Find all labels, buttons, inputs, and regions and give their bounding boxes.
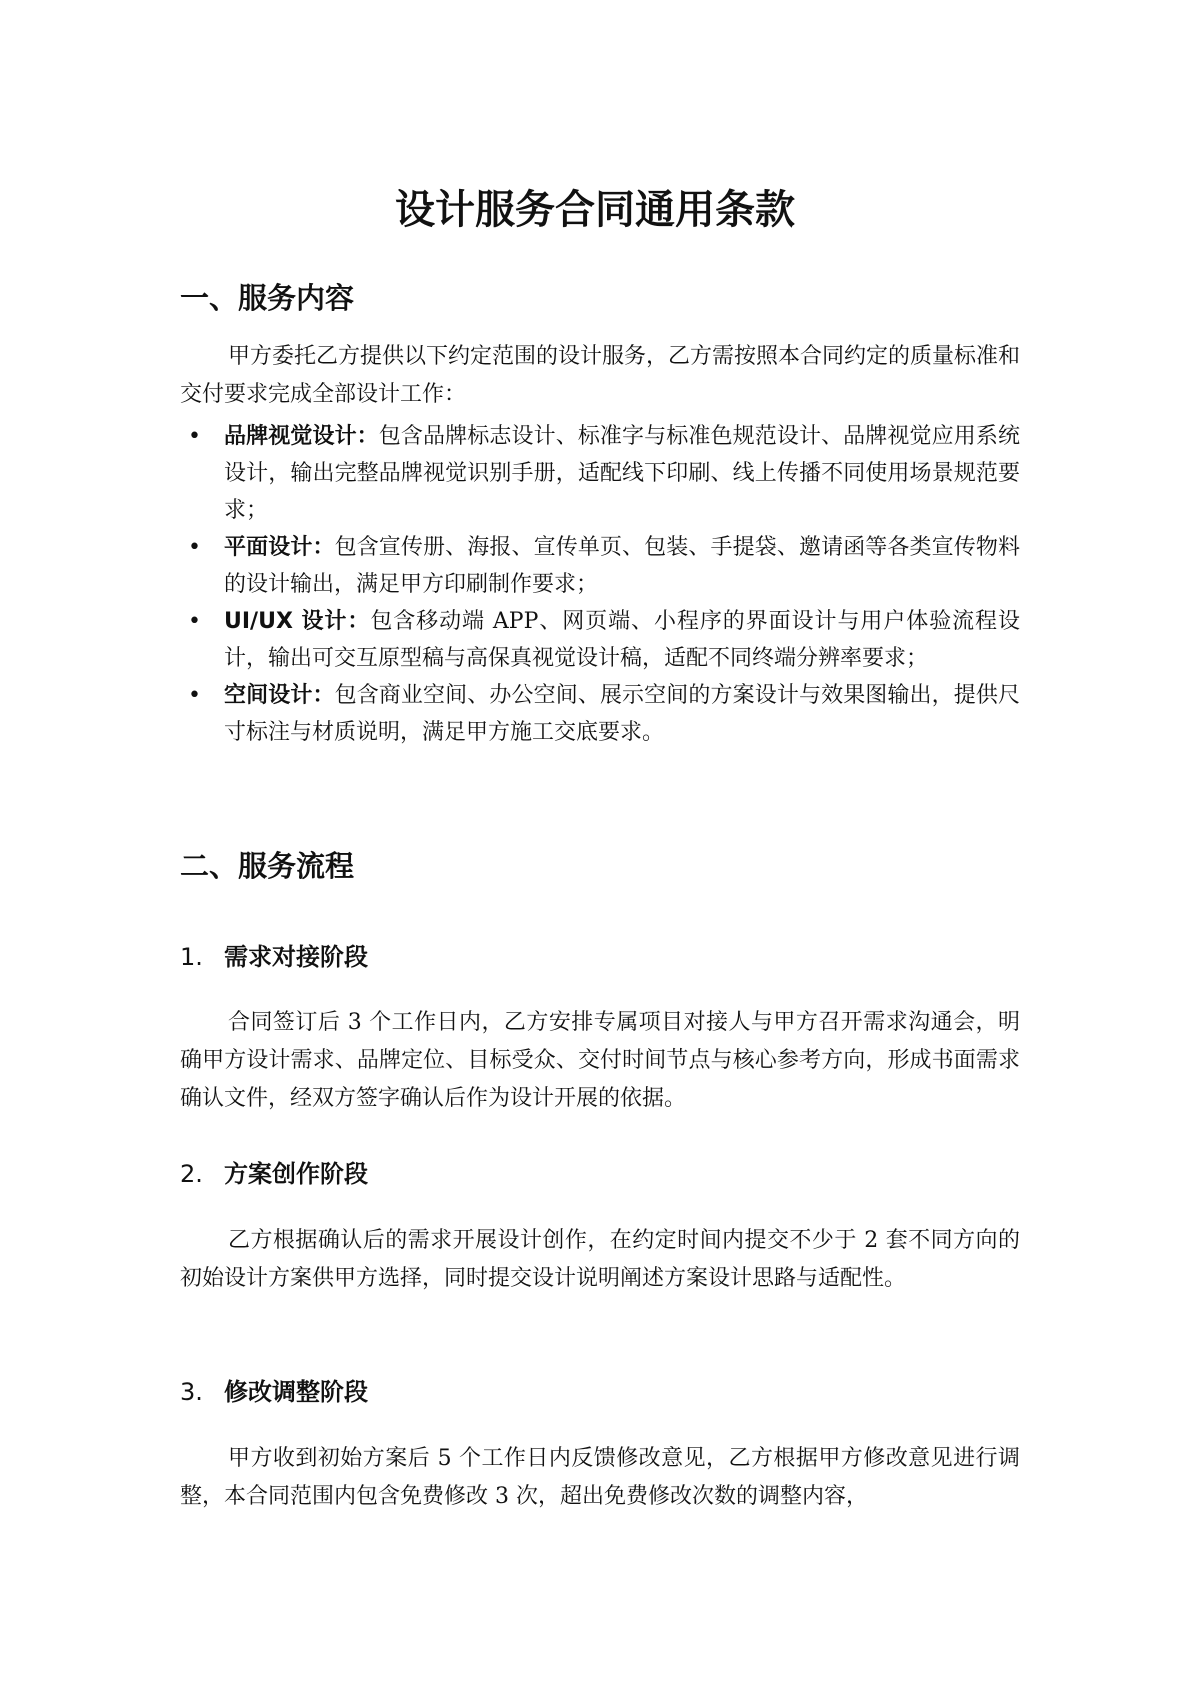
subsection-number: 3. [180, 1378, 203, 1406]
document-title: 设计服务合同通用条款 [395, 187, 795, 233]
subsection-heading-requirements [180, 940, 368, 974]
subsection-text-requirements: 合同签订后 3 个工作日内，乙方安排专属项目对接人与甲方召开需求沟通会，明确甲方设计需求、品牌定位、目标受众、交付时间节点与核心参考方向，形成书面需求确认文件，经双方签字确认后作为设计开展的依据。 [180, 1010, 1020, 1111]
subsection-title: 需求对接阶段 [224, 943, 368, 971]
section-heading-service-process: 二、服务流程 [180, 849, 355, 883]
item-term: 空间设计： [224, 683, 335, 708]
service-items-list [180, 418, 1020, 751]
section-heading-service-content: 一、服务内容 [180, 281, 355, 315]
list-item [180, 603, 1020, 677]
bullet-icon: • [188, 424, 201, 449]
item-text: 包含商业空间、办公空间、展示空间的方案设计与效果图输出，提供尺寸标注与材质说明，满足甲方施工交底要求。 [224, 683, 1020, 745]
subsection-number: 2. [180, 1160, 203, 1188]
subsection-number: 1. [180, 943, 203, 971]
subsection-heading-proposal [180, 1157, 368, 1191]
item-text: 包含移动端 APP、网页端、小程序的界面设计与用户体验流程设计，输出可交互原型稿与高保真视觉设计稿，适配不同终端分辨率要求； [224, 609, 1020, 671]
subsection-text-proposal: 乙方根据确认后的需求开展设计创作，在约定时间内提交不少于 2 套不同方向的初始设计方案供甲方选择，同时提交设计说明阐述方案设计思路与适配性。 [180, 1228, 1020, 1291]
list-item [180, 677, 1020, 751]
bullet-icon: • [188, 683, 201, 708]
item-term: 平面设计： [224, 535, 335, 560]
subsection-heading-revision [180, 1375, 368, 1409]
list-item [180, 529, 1020, 603]
bullet-icon: • [188, 535, 201, 560]
bullet-icon: • [188, 609, 201, 634]
subsection-title: 方案创作阶段 [224, 1160, 368, 1188]
subsection-title: 修改调整阶段 [224, 1378, 368, 1406]
item-text: 包含宣传册、海报、宣传单页、包装、手提袋、邀请函等各类宣传物料的设计输出，满足甲方印刷制作要求； [224, 535, 1020, 597]
list-item [180, 418, 1020, 529]
subsection-text-revision: 甲方收到初始方案后 5 个工作日内反馈修改意见，乙方根据甲方修改意见进行调整，本合同范围内包含免费修改 3 次，超出免费修改次数的调整内容， [180, 1446, 1020, 1509]
item-text: 包含品牌标志设计、标准字与标准色规范设计、品牌视觉应用系统设计，输出完整品牌视觉识别手册，适配线下印刷、线上传播不同使用场景规范要求； [224, 424, 1020, 523]
item-term: 品牌视觉设计： [224, 424, 379, 449]
service-content-intro: 甲方委托乙方提供以下约定范围的设计服务，乙方需按照本合同约定的质量标准和交付要求完成全部设计工作： [180, 344, 1021, 407]
item-term: UI/UX 设计： [224, 609, 371, 634]
